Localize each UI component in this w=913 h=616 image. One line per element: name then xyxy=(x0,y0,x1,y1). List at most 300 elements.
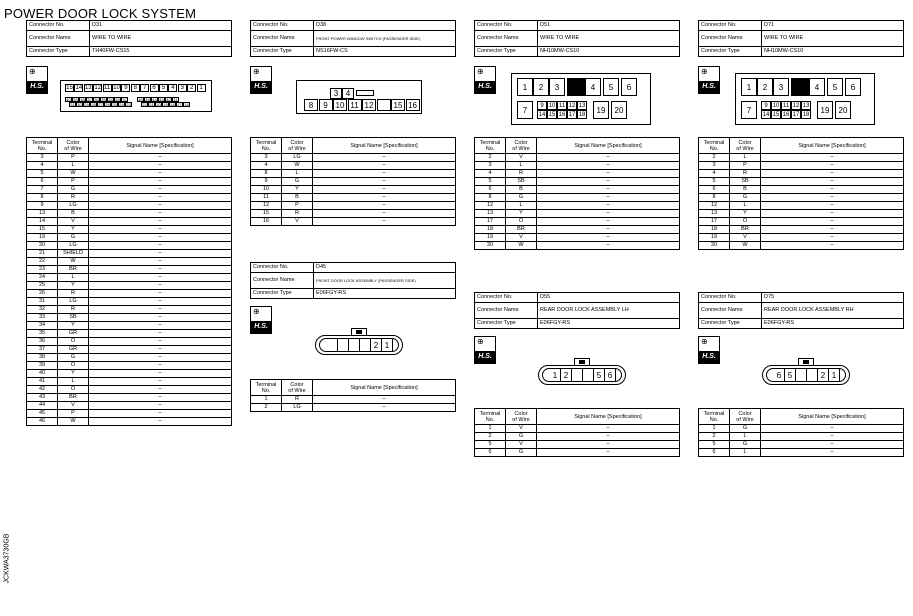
pin-4: 4 xyxy=(168,84,177,92)
table-row xyxy=(699,202,904,210)
wire-color: BR xyxy=(58,266,89,274)
wire-color: R xyxy=(282,210,313,218)
pin-11: 11 xyxy=(558,102,566,109)
table-row xyxy=(27,418,232,426)
terminal-number: 13 xyxy=(27,210,58,218)
pin-14: 14 xyxy=(762,111,770,118)
table-row xyxy=(699,234,904,242)
terminal-number: 6 xyxy=(699,186,730,194)
signal-name: – xyxy=(89,370,232,378)
harness-side-icon: ⊕ H.S. xyxy=(250,66,272,94)
terminal-number: 5 xyxy=(475,178,506,186)
terminal-number: 12 xyxy=(699,202,730,210)
pin-3: 3 xyxy=(773,78,789,96)
terminal-table-header: Signal Name [Specification] xyxy=(313,138,456,154)
pin-blank xyxy=(356,90,374,96)
pin-15: 15 xyxy=(391,99,405,111)
terminal-number: 45 xyxy=(27,410,58,418)
terminal-number: 39 xyxy=(27,362,58,370)
pin-20: 20 xyxy=(835,101,851,119)
wire-color: BR xyxy=(730,226,761,234)
signal-name: – xyxy=(89,330,232,338)
pin-6: 6 xyxy=(845,78,861,96)
pin-5: 5 xyxy=(785,369,796,381)
signal-name: – xyxy=(89,314,232,322)
pin-8: 8 xyxy=(131,84,140,92)
table-row xyxy=(475,210,680,218)
terminal-number: 46 xyxy=(27,418,58,426)
signal-name: – xyxy=(313,202,456,210)
terminal-number: 40 xyxy=(27,370,58,378)
signal-name: – xyxy=(761,186,904,194)
table-row xyxy=(699,433,904,441)
signal-name: – xyxy=(89,418,232,426)
signal-name: – xyxy=(89,218,232,226)
terminal-number: 41 xyxy=(27,378,58,386)
wire-color: G xyxy=(58,186,89,194)
wire-color: O xyxy=(58,338,89,346)
wire-color: G xyxy=(730,194,761,202)
table-row xyxy=(27,178,232,186)
wire-color: W xyxy=(282,162,313,170)
table-row xyxy=(699,449,904,457)
pin-15: 15 xyxy=(772,111,780,118)
pin-11: 11 xyxy=(782,102,790,109)
terminal-number: 15 xyxy=(251,210,282,218)
wire-color: R xyxy=(506,170,537,178)
terminal-number: 33 xyxy=(27,314,58,322)
signal-name: – xyxy=(89,234,232,242)
table-row xyxy=(475,441,680,449)
signal-name: – xyxy=(761,433,904,441)
table-row xyxy=(251,210,456,218)
signal-name: – xyxy=(313,210,456,218)
pin-2: 2 xyxy=(187,84,196,92)
table-row xyxy=(27,322,232,330)
table-row xyxy=(475,425,680,433)
wire-color: L xyxy=(730,202,761,210)
pin-46: 46 xyxy=(138,97,143,102)
wire-color: L xyxy=(58,378,89,386)
signal-name: – xyxy=(537,202,680,210)
signal-name: – xyxy=(89,298,232,306)
signal-name: – xyxy=(537,242,680,250)
connector-info-d51: Connector No. D51 Connector Name WIRE TO WIRE Connector Type NH10MW-CS10 xyxy=(474,20,680,57)
wire-color: O xyxy=(730,218,761,226)
terminal-table-header: Color of Wire xyxy=(282,380,313,396)
wire-color: BR xyxy=(58,394,89,402)
table-row xyxy=(699,441,904,449)
wire-color: Y xyxy=(730,210,761,218)
wire-color: O xyxy=(506,218,537,226)
pin-9: 9 xyxy=(761,101,771,110)
pin-6: 6 xyxy=(621,78,637,96)
pin-2: 2 xyxy=(561,369,572,381)
connector-info-d38: Connector No. D38 Connector Name FRONT POWER WINDOW SWITCH (PASSENGER SIDE) Connector Type NS16FW-CS xyxy=(250,20,456,57)
pin-3: 3 xyxy=(178,84,187,92)
table-row xyxy=(699,170,904,178)
pin-19: 19 xyxy=(817,101,833,119)
terminal-table-header: Signal Name [Specification] xyxy=(537,409,680,425)
terminal-number: 5 xyxy=(475,441,506,449)
pin-11: 11 xyxy=(348,99,362,111)
terminal-number: 8 xyxy=(475,194,506,202)
terminal-number: 24 xyxy=(27,274,58,282)
terminal-number: 5 xyxy=(699,441,730,449)
terminal-table-header: Terminal No. xyxy=(251,380,282,396)
pin-40: 40 xyxy=(66,97,71,102)
wire-color: GR xyxy=(58,330,89,338)
pin-1: 1 xyxy=(741,78,757,96)
terminal-number: 17 xyxy=(699,218,730,226)
connector-face-d71 xyxy=(735,73,875,125)
table-row xyxy=(27,298,232,306)
pin-42: 42 xyxy=(166,97,171,102)
wire-color: B xyxy=(506,186,537,194)
signal-name: – xyxy=(537,449,680,457)
wire-color: G xyxy=(730,441,761,449)
terminal-table-d71 xyxy=(698,137,904,250)
terminal-number: 44 xyxy=(27,402,58,410)
wire-color: V xyxy=(506,234,537,242)
wire-color: BR xyxy=(506,226,537,234)
pin-4: 4 xyxy=(585,78,601,96)
terminal-number: 32 xyxy=(27,306,58,314)
pin-34: 34 xyxy=(108,97,113,102)
wire-color: O xyxy=(58,362,89,370)
page-title: POWER DOOR LOCK SYSTEM xyxy=(4,6,197,21)
wire-color: W xyxy=(58,170,89,178)
wire-color: L xyxy=(730,433,761,441)
signal-name: – xyxy=(537,433,680,441)
terminal-number: 3 xyxy=(27,154,58,162)
signal-name: – xyxy=(89,162,232,170)
table-row xyxy=(475,162,680,170)
harness-side-icon: ⊕ H.S. xyxy=(474,66,496,94)
wire-color: Y xyxy=(58,226,89,234)
table-row xyxy=(27,162,232,170)
wire-color: R xyxy=(58,306,89,314)
pin-blank xyxy=(583,369,594,381)
pin-10: 10 xyxy=(333,99,347,111)
wire-color: Y xyxy=(58,322,89,330)
table-row xyxy=(27,250,232,258)
table-row xyxy=(699,226,904,234)
wire-color: LG xyxy=(58,242,89,250)
terminal-number: 43 xyxy=(27,394,58,402)
wire-color: LG xyxy=(58,202,89,210)
terminal-table-header: Color of Wire xyxy=(506,409,537,425)
pin-11: 11 xyxy=(103,85,111,91)
table-row xyxy=(27,370,232,378)
terminal-table-header: Signal Name [Specification] xyxy=(537,138,680,154)
signal-name: – xyxy=(89,306,232,314)
signal-name: – xyxy=(89,282,232,290)
table-row xyxy=(699,162,904,170)
table-row xyxy=(475,218,680,226)
signal-name: – xyxy=(89,186,232,194)
terminal-number: 42 xyxy=(27,386,58,394)
terminal-number: 4 xyxy=(27,162,58,170)
table-row xyxy=(27,266,232,274)
terminal-number: 4 xyxy=(475,170,506,178)
table-row xyxy=(27,330,232,338)
signal-name: – xyxy=(89,178,232,186)
terminal-number: 18 xyxy=(699,226,730,234)
terminal-number: 1 xyxy=(251,396,282,404)
pin-13: 13 xyxy=(578,102,586,109)
pin-31: 31 xyxy=(70,102,75,107)
wire-color: P xyxy=(730,162,761,170)
wire-color: LG xyxy=(282,154,313,162)
table-row xyxy=(699,178,904,186)
pin-43: 43 xyxy=(159,97,164,102)
table-row xyxy=(27,194,232,202)
wire-color: GR xyxy=(58,346,89,354)
pin-7: 7 xyxy=(140,84,149,92)
terminal-table-header: Terminal No. xyxy=(699,138,730,154)
connector-info-d31: Connector No. D31 Connector Name WIRE TO WIRE Connector Type TH40FW-CS15 xyxy=(26,20,232,57)
wire-color: R xyxy=(58,290,89,298)
pin-14: 14 xyxy=(75,85,83,91)
terminal-table-header: Color of Wire xyxy=(730,409,761,425)
connector-info-d55: Connector No. D55 Connector Name REAR DOOR LOCK ASSEMBLY LH Connector Type E06FGY-RS xyxy=(474,292,680,329)
pin-blank xyxy=(338,339,349,351)
table-row xyxy=(27,386,232,394)
pin-blank xyxy=(807,369,818,381)
table-row xyxy=(251,218,456,226)
terminal-number: 38 xyxy=(27,354,58,362)
connector-lock xyxy=(798,358,814,366)
signal-name: – xyxy=(89,354,232,362)
wire-color: L xyxy=(730,154,761,162)
pin-16: 16 xyxy=(558,111,566,118)
signal-name: – xyxy=(89,410,232,418)
pin-blank xyxy=(349,339,360,351)
pin-28: 28 xyxy=(91,102,96,107)
wire-color: Y xyxy=(506,210,537,218)
table-row xyxy=(699,194,904,202)
terminal-number: 35 xyxy=(27,330,58,338)
pin-33: 33 xyxy=(115,97,120,102)
signal-name: – xyxy=(313,186,456,194)
table-row xyxy=(251,162,456,170)
pin-10: 10 xyxy=(113,85,120,91)
signal-name: – xyxy=(313,396,456,404)
pin-16: 16 xyxy=(782,111,790,118)
table-row xyxy=(475,449,680,457)
terminal-table-header: Color of Wire xyxy=(730,138,761,154)
signal-name: – xyxy=(313,404,456,412)
pin-38: 38 xyxy=(80,97,85,102)
wire-color: Y xyxy=(58,282,89,290)
signal-name: – xyxy=(89,290,232,298)
pin-16: 16 xyxy=(184,102,189,107)
terminal-table-d51 xyxy=(474,137,680,250)
signal-name: – xyxy=(761,170,904,178)
signal-name: – xyxy=(89,226,232,234)
table-row xyxy=(475,234,680,242)
terminal-number: 9 xyxy=(27,202,58,210)
table-row xyxy=(251,178,456,186)
terminal-number: 20 xyxy=(27,242,58,250)
wire-color: SB xyxy=(730,178,761,186)
wire-color: W xyxy=(58,258,89,266)
pin-2: 2 xyxy=(371,339,382,351)
signal-name: – xyxy=(537,154,680,162)
table-row xyxy=(27,290,232,298)
terminal-number: 34 xyxy=(27,322,58,330)
pin-12: 12 xyxy=(568,102,576,109)
terminal-number: 20 xyxy=(699,242,730,250)
table-row xyxy=(27,362,232,370)
wire-color: V xyxy=(506,425,537,433)
harness-side-icon: ⊕ H.S. xyxy=(250,306,272,334)
terminal-number: 14 xyxy=(27,218,58,226)
signal-name: – xyxy=(313,178,456,186)
wire-color: G xyxy=(58,234,89,242)
wire-color: O xyxy=(58,386,89,394)
terminal-table-header: Signal Name [Specification] xyxy=(313,380,456,396)
terminal-table-header: Color of Wire xyxy=(282,138,313,154)
pin-18: 18 xyxy=(170,102,175,107)
pin-blank xyxy=(796,369,807,381)
pin-19: 19 xyxy=(593,101,609,119)
terminal-number: 8 xyxy=(699,194,730,202)
wire-color: B xyxy=(730,186,761,194)
terminal-number: 17 xyxy=(475,218,506,226)
pin-30: 30 xyxy=(77,102,82,107)
pin-21: 21 xyxy=(149,102,154,107)
table-row xyxy=(27,314,232,322)
terminal-table-d55 xyxy=(474,408,680,457)
pin-5: 5 xyxy=(159,84,168,92)
signal-name: – xyxy=(313,170,456,178)
pin-20: 20 xyxy=(156,102,161,107)
table-row xyxy=(251,170,456,178)
signal-name: – xyxy=(537,178,680,186)
terminal-number: 21 xyxy=(27,250,58,258)
signal-name: – xyxy=(313,218,456,226)
pin-1: 1 xyxy=(382,339,393,351)
signal-name: – xyxy=(89,338,232,346)
terminal-number: 3 xyxy=(475,162,506,170)
terminal-table-header: Terminal No. xyxy=(699,409,730,425)
table-row xyxy=(27,210,232,218)
table-row xyxy=(27,242,232,250)
pin-13: 13 xyxy=(802,102,810,109)
connector-face-d31 xyxy=(60,80,212,112)
pin-3: 3 xyxy=(549,78,565,96)
signal-name: – xyxy=(761,242,904,250)
pin-10: 10 xyxy=(548,102,556,109)
signal-name: – xyxy=(537,441,680,449)
signal-name: – xyxy=(761,178,904,186)
terminal-number: 2 xyxy=(699,433,730,441)
signal-name: – xyxy=(89,194,232,202)
table-row xyxy=(699,425,904,433)
table-row xyxy=(27,306,232,314)
table-row xyxy=(699,218,904,226)
wire-color: Y xyxy=(282,186,313,194)
pin-20: 20 xyxy=(611,101,627,119)
signal-name: – xyxy=(537,170,680,178)
wire-color: V xyxy=(730,234,761,242)
table-row xyxy=(27,186,232,194)
table-row xyxy=(475,226,680,234)
signal-name: – xyxy=(761,210,904,218)
wire-color: B xyxy=(282,194,313,202)
table-row xyxy=(251,202,456,210)
wire-color: G xyxy=(506,449,537,457)
signal-name: – xyxy=(89,274,232,282)
table-row xyxy=(27,274,232,282)
table-row xyxy=(699,242,904,250)
terminal-number: 31 xyxy=(27,298,58,306)
terminal-number: 37 xyxy=(27,346,58,354)
terminal-table-header: Signal Name [Specification] xyxy=(761,138,904,154)
terminal-table-header: Terminal No. xyxy=(475,409,506,425)
wire-color: W xyxy=(730,242,761,250)
terminal-number: 12 xyxy=(475,202,506,210)
wire-color: G xyxy=(506,433,537,441)
pin-12: 12 xyxy=(792,102,800,109)
pin-13: 13 xyxy=(84,85,92,91)
terminal-number: 13 xyxy=(699,210,730,218)
pin-2: 2 xyxy=(533,78,549,96)
table-row xyxy=(27,354,232,362)
signal-name: – xyxy=(761,425,904,433)
terminal-number: 8 xyxy=(27,194,58,202)
terminal-number: 18 xyxy=(475,226,506,234)
wire-color: L xyxy=(506,202,537,210)
connector-info-d71: Connector No. D71 Connector Name WIRE TO WIRE Connector Type NH10MW-CS10 xyxy=(698,20,904,57)
terminal-table-d38 xyxy=(250,137,456,226)
terminal-table-header: Terminal No. xyxy=(475,138,506,154)
terminal-number: 3 xyxy=(699,162,730,170)
signal-name: – xyxy=(89,402,232,410)
terminal-table-header: Signal Name [Specification] xyxy=(761,409,904,425)
signal-name: – xyxy=(313,194,456,202)
pin-39: 39 xyxy=(73,97,78,102)
table-row xyxy=(251,396,456,404)
wire-color: G xyxy=(506,194,537,202)
pin-blank xyxy=(377,99,391,111)
pin-41: 41 xyxy=(173,97,178,102)
pin-4: 4 xyxy=(809,78,825,96)
pin-7: 7 xyxy=(741,101,757,119)
table-row xyxy=(475,202,680,210)
table-row xyxy=(27,234,232,242)
pin-12: 12 xyxy=(94,85,102,91)
pin-5: 5 xyxy=(594,369,605,381)
document-code: JCKWA3730GB xyxy=(3,533,11,584)
wire-color: LG xyxy=(282,404,313,412)
pin-4: 4 xyxy=(342,88,354,99)
signal-name: – xyxy=(761,154,904,162)
signal-name: – xyxy=(89,386,232,394)
terminal-table-header: Terminal No. xyxy=(27,138,58,154)
pin-1: 1 xyxy=(550,369,561,381)
terminal-number: 5 xyxy=(27,170,58,178)
pin-12: 12 xyxy=(362,99,376,111)
pin-blank xyxy=(360,339,371,351)
signal-name: – xyxy=(537,186,680,194)
terminal-number: 25 xyxy=(27,282,58,290)
wire-color: P xyxy=(58,154,89,162)
signal-name: – xyxy=(537,194,680,202)
terminal-number: 9 xyxy=(251,178,282,186)
